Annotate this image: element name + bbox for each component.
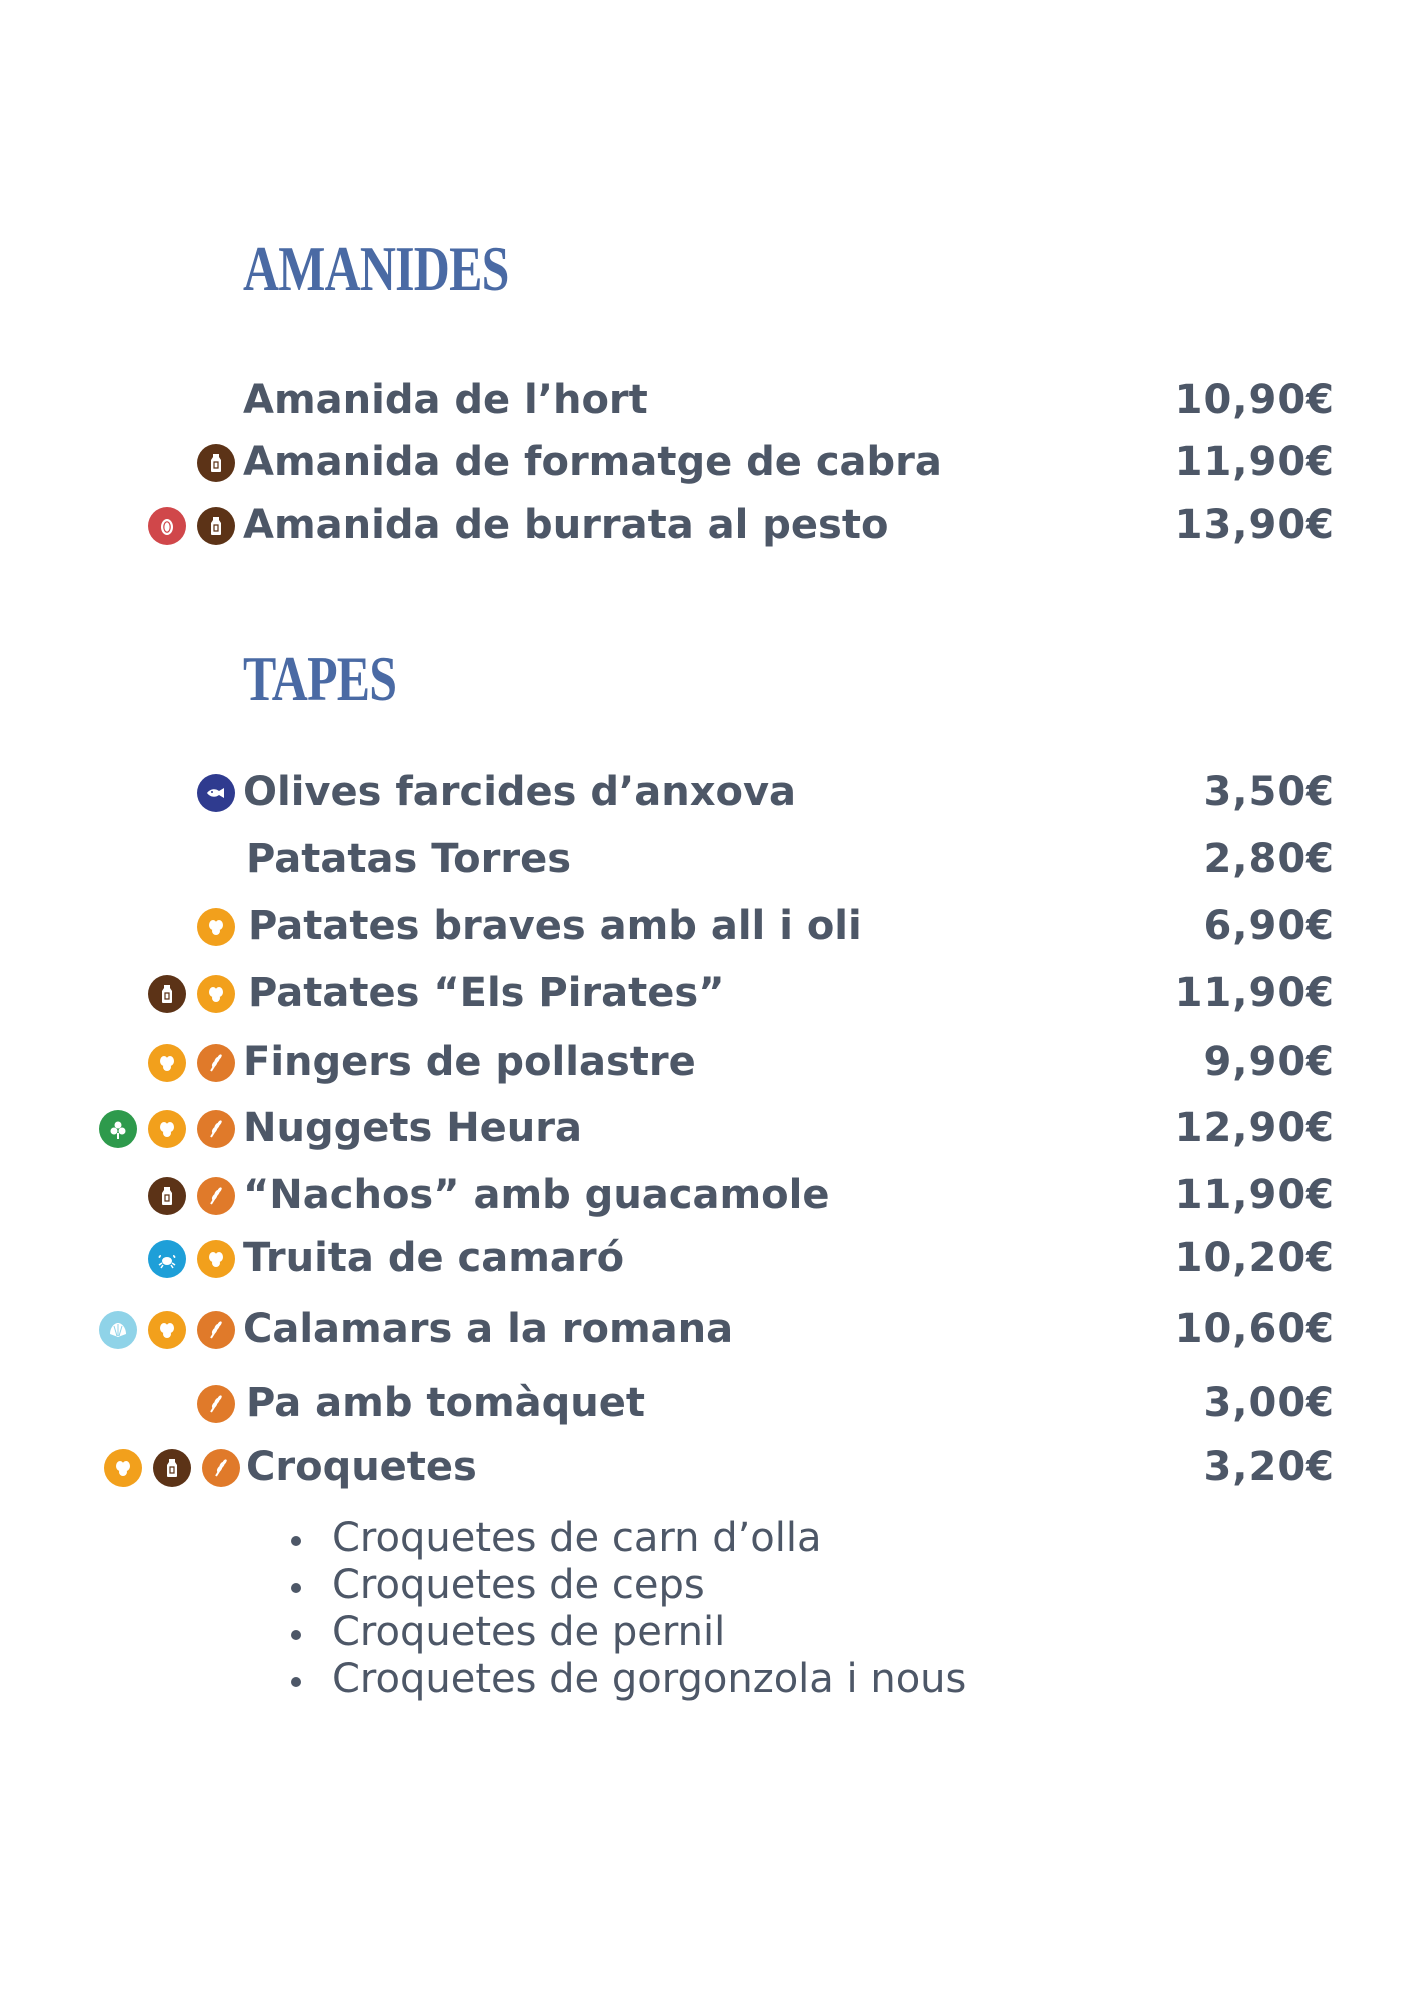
item-name: Truita de camaró — [243, 1235, 625, 1281]
item-price: 9,90€ — [1203, 1039, 1335, 1085]
item-price: 3,50€ — [1203, 769, 1335, 815]
item-name: Pa amb tomàquet — [246, 1380, 646, 1426]
dairy-icon — [148, 1177, 186, 1215]
menu-item — [0, 1440, 1415, 1496]
egg-icon — [148, 1044, 186, 1082]
menu-item — [0, 765, 1415, 821]
gluten-icon — [197, 1044, 235, 1082]
item-name: Olives farcides d’anxova — [243, 769, 797, 815]
item-price: 6,90€ — [1203, 903, 1335, 949]
item-name: Amanida de l’hort — [243, 377, 648, 423]
item-name: Patates “Els Pirates” — [248, 970, 725, 1016]
gluten-icon — [197, 1177, 235, 1215]
item-price: 10,90€ — [1174, 377, 1335, 423]
menu-item — [0, 966, 1415, 1022]
egg-icon — [197, 1240, 235, 1278]
item-price: 11,90€ — [1174, 439, 1335, 485]
list-item: • Croquetes de pernil — [318, 1609, 966, 1656]
item-price: 10,60€ — [1174, 1306, 1335, 1352]
allergen-icons — [99, 1310, 235, 1350]
allergen-icons — [148, 1176, 235, 1216]
allergen-icons — [99, 1109, 235, 1149]
allergen-icons — [148, 974, 235, 1014]
menu-item — [0, 1302, 1415, 1358]
item-price: 11,90€ — [1174, 1172, 1335, 1218]
list-item: • Croquetes de gorgonzola i nous — [318, 1656, 966, 1703]
list-item: • Croquetes de carn d’olla — [318, 1515, 966, 1562]
menu-item — [0, 1231, 1415, 1287]
item-price: 3,20€ — [1203, 1444, 1335, 1490]
soy-icon — [99, 1110, 137, 1148]
allergen-icons — [197, 907, 235, 947]
item-price: 11,90€ — [1174, 970, 1335, 1016]
gluten-icon — [197, 1311, 235, 1349]
item-price: 12,90€ — [1174, 1105, 1335, 1151]
section-title-tapes: TAPES — [243, 643, 397, 714]
menu-item — [0, 832, 1415, 888]
menu-item — [0, 1101, 1415, 1157]
crustacean-icon — [148, 1240, 186, 1278]
allergen-icons — [197, 1384, 235, 1424]
item-name: Fingers de pollastre — [243, 1039, 696, 1085]
egg-icon — [148, 1311, 186, 1349]
allergen-icons — [197, 443, 235, 483]
dairy-icon — [148, 975, 186, 1013]
item-name: Amanida de formatge de cabra — [243, 439, 942, 485]
menu-item — [0, 498, 1415, 554]
item-name: Amanida de burrata al pesto — [243, 502, 889, 548]
menu-item — [0, 899, 1415, 955]
item-name: “Nachos” amb guacamole — [243, 1172, 830, 1218]
item-name: Calamars a la romana — [243, 1306, 734, 1352]
gluten-icon — [202, 1449, 240, 1487]
fish-icon — [197, 774, 235, 812]
dairy-icon — [197, 444, 235, 482]
allergen-icons — [148, 506, 235, 546]
item-price: 13,90€ — [1174, 502, 1335, 548]
egg-icon — [197, 975, 235, 1013]
mollusc-icon — [99, 1311, 137, 1349]
item-name: Nuggets Heura — [243, 1105, 583, 1151]
item-price: 2,80€ — [1203, 836, 1335, 882]
nuts-icon — [148, 507, 186, 545]
gluten-icon — [197, 1110, 235, 1148]
dairy-icon — [153, 1449, 191, 1487]
item-name: Patates braves amb all i oli — [248, 903, 862, 949]
allergen-icons — [148, 1239, 235, 1279]
croquetes-varieties-list — [270, 1515, 966, 1703]
item-name: Croquetes — [246, 1444, 477, 1490]
item-name: Patatas Torres — [246, 836, 572, 882]
section-title-amanides: AMANIDES — [243, 233, 509, 304]
dairy-icon — [197, 507, 235, 545]
allergen-icons — [104, 1448, 240, 1488]
item-price: 3,00€ — [1203, 1380, 1335, 1426]
allergen-icons — [197, 773, 235, 813]
menu-item — [0, 435, 1415, 491]
egg-icon — [104, 1449, 142, 1487]
list-item: • Croquetes de ceps — [318, 1562, 966, 1609]
menu-item — [0, 1376, 1415, 1432]
gluten-icon — [197, 1385, 235, 1423]
menu-item — [0, 373, 1415, 429]
item-price: 10,20€ — [1174, 1235, 1335, 1281]
allergen-icons — [148, 1043, 235, 1083]
menu-item — [0, 1168, 1415, 1224]
egg-icon — [197, 908, 235, 946]
egg-icon — [148, 1110, 186, 1148]
menu-item — [0, 1035, 1415, 1091]
